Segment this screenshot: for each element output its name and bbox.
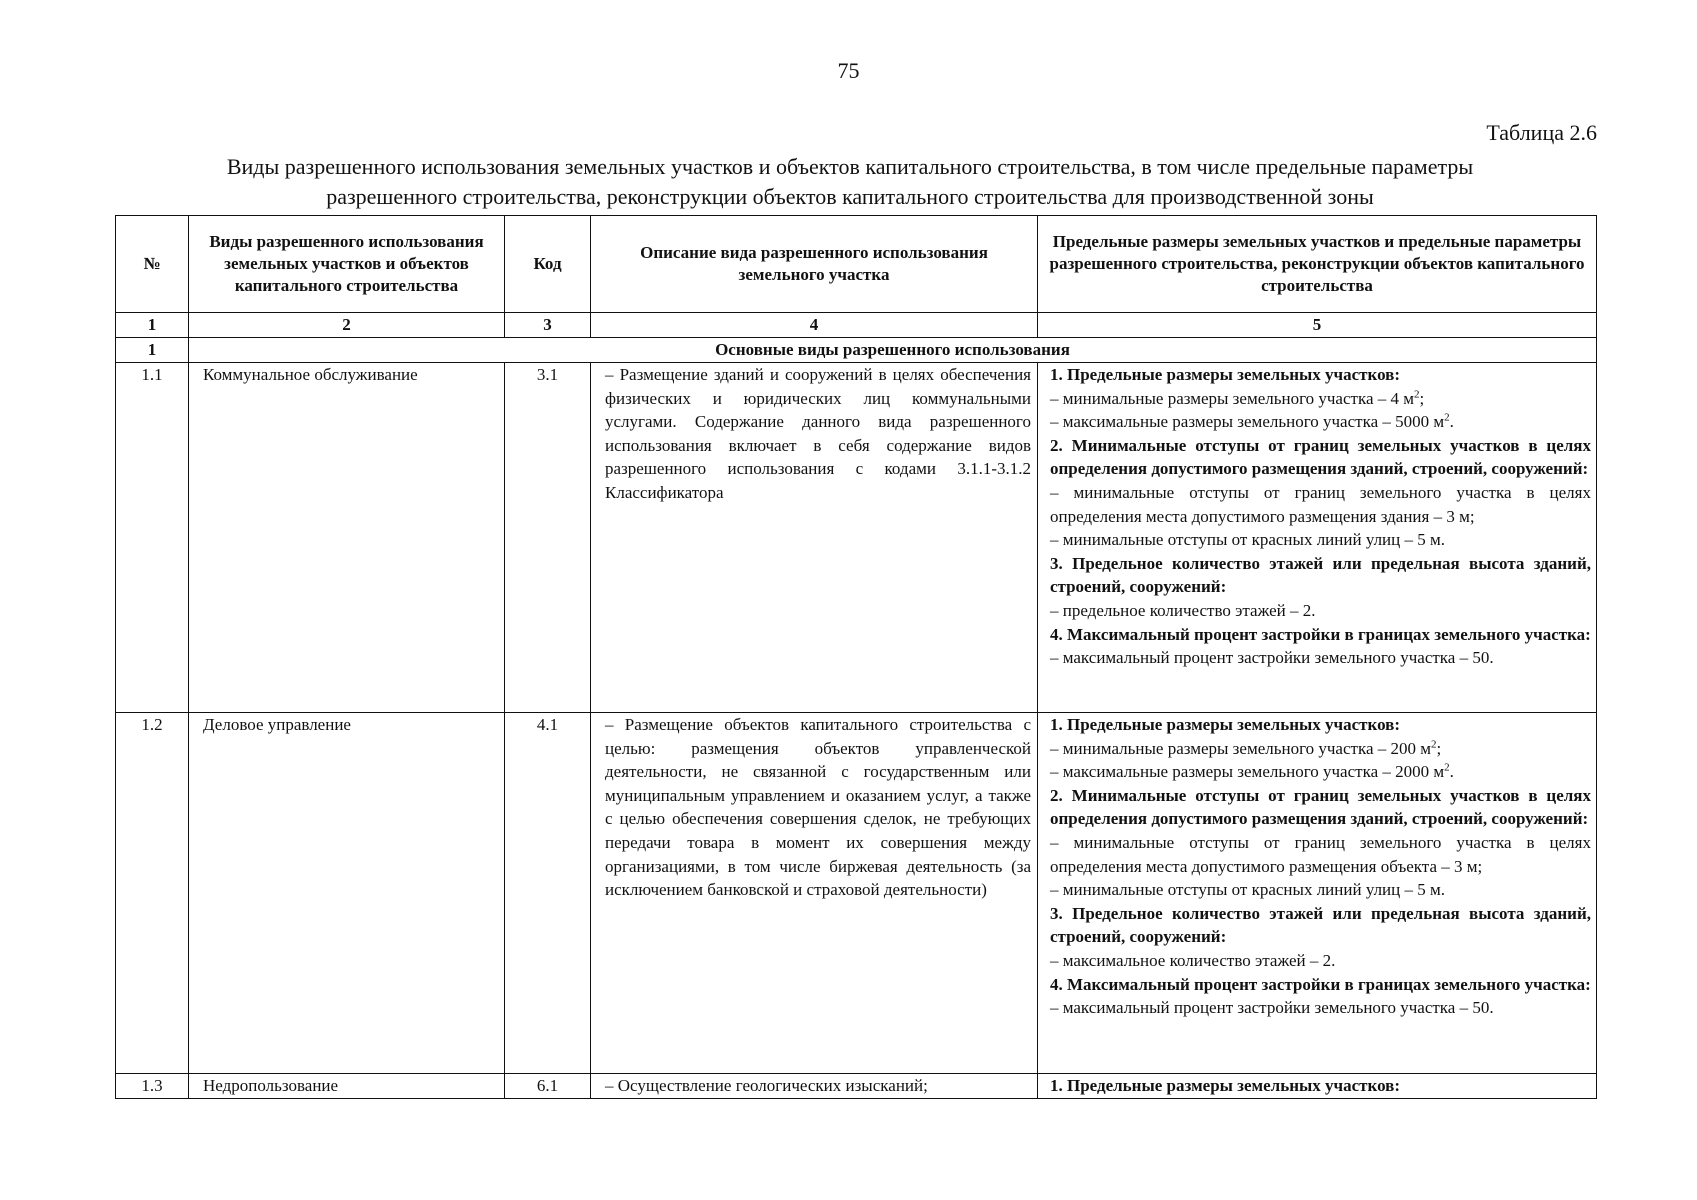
column-number-row [116,313,1597,338]
param-heading: 2. Минимальные отступы от границ земельных участков в целях определения допустимого размещения зданий, строений, сооружений: [1050,435,1591,479]
column-number: 1 [116,313,189,338]
table-row [116,713,1597,1074]
row-num: 1.1 [116,363,189,713]
column-number: 5 [1038,313,1597,338]
param-heading: 3. Предельное количество этажей или предельная высота зданий, строений, сооружений: [1050,903,1591,947]
table-row [116,1074,1597,1099]
param-floors: – предельное количество этажей – 2. [1050,600,1316,620]
row-code: 3.1 [505,363,591,713]
header-num: № [116,216,189,313]
column-number: 4 [591,313,1038,338]
row-desc: – Осуществление геологических изысканий; [591,1074,1038,1099]
param-percent: – максимальный процент застройки земельного участка – 50. [1050,648,1494,668]
table-label: Таблица 2.6 [1486,120,1597,145]
param-indent: – минимальные отступы от красных линий улиц – 5 м. [1050,880,1446,900]
column-number: 3 [505,313,591,338]
row-desc: – Размещение объектов капитального строительства с целью: размещения объектов управленческой деятельности, не связанной с государственным или муниципальным управлением и оказанием услуг, а также с целью обеспечения совершения сделок, не требующих передачи товара в момент их совершения между организациями, в том числе биржевая деятельность (за исключением банковской и страховой деятельности) [591,713,1038,1074]
param-min-size: – минимальные размеры земельного участка – 4 $м^2$; [1050,387,1425,408]
param-heading: 1. Предельные размеры земельных участков: [1050,365,1401,384]
section-row [116,338,1597,363]
header-params: Предельные размеры земельных участков и предельные параметры разрешенного строительства, реконструкции объектов капитального строительства [1038,216,1597,313]
row-code: 6.1 [505,1074,591,1099]
title-line-2: разрешенного строительства, реконструкции объектов капитального строительства для производственной зоны [326,184,1374,209]
section-title: Основные виды разрешенного использования [189,338,1597,363]
param-max-size: – максимальные размеры земельного участка – 2000 $м^2$. [1050,761,1454,782]
land-use-table [115,215,1597,1099]
param-heading: 2. Минимальные отступы от границ земельных участков в целях определения допустимого размещения зданий, строений, сооружений: [1050,785,1591,829]
row-name: Деловое управление [189,713,505,1074]
row-code: 4.1 [505,713,591,1074]
header-desc: Описание вида разрешенного использования земельного участка [591,216,1038,313]
section-num: 1 [116,338,189,363]
row-params [1038,1074,1597,1099]
row-name: Недропользование [189,1074,505,1099]
document-title [110,152,1590,212]
param-heading: 1. Предельные размеры земельных участков: [1050,715,1401,734]
row-num: 1.2 [116,713,189,1074]
row-params [1038,713,1597,1074]
param-indent: – минимальные отступы от красных линий улиц – 5 м. [1050,530,1446,550]
table-row [116,363,1597,713]
row-params [1038,363,1597,713]
param-floors: – максимальное количество этажей – 2. [1050,950,1336,970]
param-indent: – минимальные отступы от границ земельного участка в целях определения места допустимого размещения здания – 3 м; [1050,482,1591,526]
param-heading: 3. Предельное количество этажей или предельная высота зданий, строений, сооружений: [1050,553,1591,597]
page-number: 75 [837,58,860,83]
row-num: 1.3 [116,1074,189,1099]
param-indent: – минимальные отступы от границ земельного участка в целях определения места допустимого размещения объекта – 3 м; [1050,832,1591,876]
param-percent: – максимальный процент застройки земельного участка – 50. [1050,998,1494,1018]
param-heading: 1. Предельные размеры земельных участков: [1050,1076,1401,1095]
header-name: Виды разрешенного использования земельных участков и объектов капитального строительства [189,216,505,313]
column-number: 2 [189,313,505,338]
header-row [116,216,1597,313]
row-desc: – Размещение зданий и сооружений в целях обеспечения физических и юридических лиц коммунальными услугами. Содержание данного вида разрешенного использования включает в себя содержание видов разрешенного использования с кодами 3.1.1-3.1.2 Классификатора [591,363,1038,713]
row-name: Коммунальное обслуживание [189,363,505,713]
param-heading: 4. Максимальный процент застройки в границах земельного участка: [1050,624,1591,644]
param-min-size: – минимальные размеры земельного участка – 200 $м^2$; [1050,737,1442,758]
title-line-1: Виды разрешенного использования земельных участков и объектов капитального строительства, в том числе предельные параметры [226,154,1474,179]
param-heading: 4. Максимальный процент застройки в границах земельного участка: [1050,974,1591,994]
header-code: Код [505,216,591,313]
param-max-size: – максимальные размеры земельного участка – 5000 $м^2$. [1050,411,1454,432]
